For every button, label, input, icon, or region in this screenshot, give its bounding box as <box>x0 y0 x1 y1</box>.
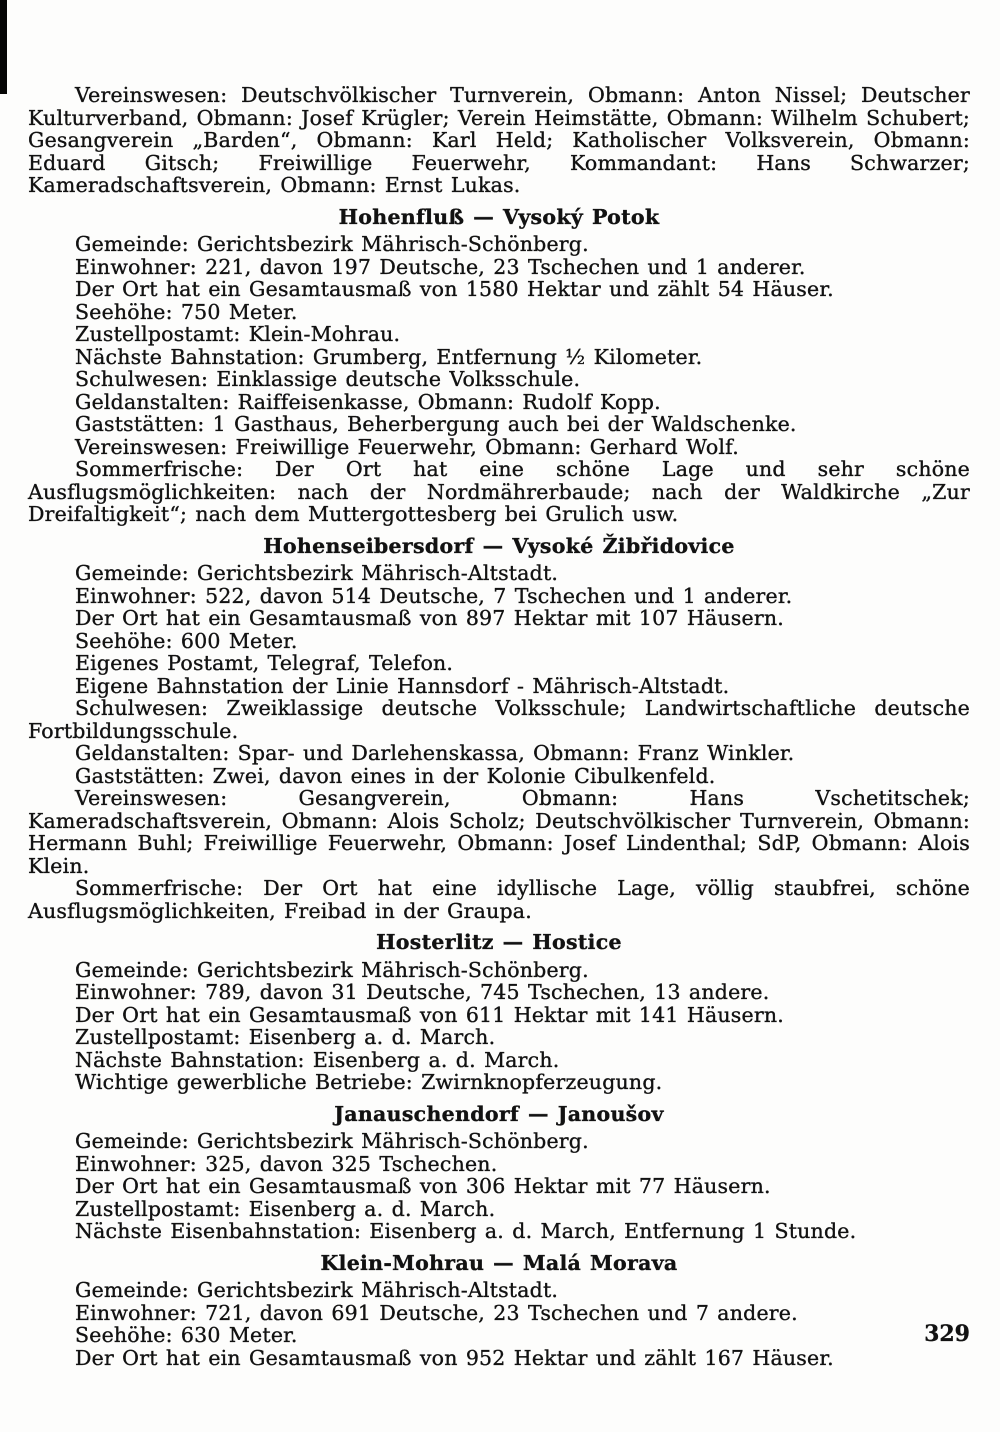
entry-gesamtausmass: Der Ort hat ein Gesamtausmaß von 611 Hektar mit 141 Häusern. <box>75 1002 784 1027</box>
entry-gesamtausmass: Der Ort hat ein Gesamtausmaß von 1580 Hektar und zählt 54 Häuser. <box>75 277 834 301</box>
section-heading-hohenfluss: Hohenfluß — Vysoký Potok <box>338 204 660 229</box>
page-number: 329 <box>924 1321 970 1347</box>
entry-einwohner: Einwohner: 325, davon 325 Tschechen. <box>75 1151 498 1176</box>
entry-sommerfrische: Sommerfrische: Der Ort hat eine idyllische Lage, völlig staubfrei, schöne Ausflugsmöglichkeiten, Freibad in der Graupa. <box>28 876 970 923</box>
entry-geldanstalten: Geldanstalten: Spar- und Darlehenskassa, Obmann: Franz Winkler. <box>75 741 795 765</box>
entry-zustellpostamt: Zustellpostamt: Eisenberg a. d. March. <box>75 1025 496 1049</box>
entry-gesamtausmass: Der Ort hat ein Gesamtausmaß von 897 Hektar mit 107 Häusern. <box>75 606 784 630</box>
section-heading-janauschendorf: Janauschendorf — Janoušov <box>334 1101 664 1126</box>
entry-bahnstation: Nächste Bahnstation: Grumberg, Entfernung ½ Kilometer. <box>75 344 703 369</box>
entry-schulwesen: Schulwesen: Zweiklassige deutsche Volksschule; Landwirtschaftliche deutsche Fortbildungsschule. <box>28 696 970 743</box>
entry-geldanstalten: Geldanstalten: Raiffeisenkasse, Obmann: Rudolf Kopp. <box>75 389 661 414</box>
entry-gemeinde: Gemeinde: Gerichtsbezirk Mährisch-Schönberg. <box>75 1129 589 1153</box>
entry-gemeinde: Gemeinde: Gerichtsbezirk Mährisch-Schönberg. <box>75 957 589 982</box>
entry-einwohner: Einwohner: 789, davon 31 Deutsche, 745 Tschechen, 13 andere. <box>75 980 770 1004</box>
entry-sommerfrische: Sommerfrische: Der Ort hat eine schöne Lage und sehr schöne Ausflugsmöglichkeiten: nach der Nordmährerbaude; nach der Waldkirche „Zur Dreifaltigkeit“; nach dem Muttergottesberg bei Grulich usw. <box>28 457 970 526</box>
entry-seehoehe: Seehöhe: 630 Meter. <box>75 1323 298 1347</box>
entry-bahnstation: Nächste Bahnstation: Eisenberg a. d. March. <box>75 1047 560 1072</box>
intro-paragraph: Vereinswesen: Deutschvölkischer Turnverein, Obmann: Anton Nissel; Deutscher Kulturverband, Obmann: Josef Krügler; Verein Heimstätte, Obmann: Wilhelm Schubert; Gesangverein „Barden“, Obmann: Karl Held; Katholischer Volksverein, Obmann: Eduard Gitsch; Freiwillige Feuerwehr, Kommandant: Hans Schwarzer; Kameradschaftsverein, Obmann: Ernst Lukas. <box>28 83 970 197</box>
section-heading-hosterlitz: Hosterlitz — Hostice <box>376 930 622 954</box>
entry-einwohner: Einwohner: 522, davon 514 Deutsche, 7 Tschechen und 1 anderer. <box>75 583 793 608</box>
entry-betriebe: Wichtige gewerbliche Betriebe: Zwirnknopferzeugung. <box>75 1070 663 1094</box>
entry-gemeinde: Gemeinde: Gerichtsbezirk Mährisch-Altstadt. <box>75 561 559 585</box>
section-heading-klein-mohrau: Klein-Mohrau — Malá Morava <box>320 1250 678 1275</box>
entry-gesamtausmass: Der Ort hat ein Gesamtausmaß von 306 Hektar mit 77 Häusern. <box>75 1174 771 1198</box>
entry-seehoehe: Seehöhe: 600 Meter. <box>75 628 298 653</box>
entry-postamt: Eigenes Postamt, Telegraf, Telefon. <box>75 651 454 675</box>
entry-gaststaetten: Gaststätten: Zwei, davon eines in der Kolonie Cibulkenfeld. <box>75 763 716 788</box>
entry-seehoehe: Seehöhe: 750 Meter. <box>75 299 298 324</box>
entry-vereinswesen: Vereinswesen: Gesangverein, Obmann: Hans Vschetitschek; Kameradschaftsverein, Obmann: Alois Scholz; Deutschvölkischer Turnverein, Obmann: Hermann Buhl; Freiwillige Feuerwehr, Obmann: Josef Lindenthal; SdP, Obmann: Alois Klein. <box>28 786 970 878</box>
entry-bahnstation: Eigene Bahnstation der Linie Hannsdorf - Mährisch-Altstadt. <box>75 673 730 698</box>
entry-schulwesen: Schulwesen: Einklassige deutsche Volksschule. <box>75 367 581 391</box>
section-heading-hohenseibersdorf: Hohenseibersdorf — Vysoké Žibřidovice <box>263 533 735 558</box>
entry-gemeinde: Gemeinde: Gerichtsbezirk Mährisch-Altstadt. <box>75 1278 559 1302</box>
entry-eisenbahnstation: Nächste Eisenbahnstation: Eisenberg a. d. March, Entfernung 1 Stunde. <box>75 1219 857 1243</box>
entry-einwohner: Einwohner: 721, davon 691 Deutsche, 23 Tschechen und 7 andere. <box>75 1300 798 1325</box>
scan-artifact-bar <box>0 0 7 94</box>
entry-zustellpostamt: Zustellpostamt: Eisenberg a. d. March. <box>75 1196 496 1221</box>
text-column <box>28 84 970 1369</box>
entry-zustellpostamt: Zustellpostamt: Klein-Mohrau. <box>75 322 401 346</box>
entry-gesamtausmass: Der Ort hat ein Gesamtausmaß von 952 Hektar und zählt 167 Häuser. <box>75 1345 834 1370</box>
entry-gemeinde: Gemeinde: Gerichtsbezirk Mährisch-Schönberg. <box>75 232 589 256</box>
entry-vereinswesen: Vereinswesen: Freiwillige Feuerwehr, Obmann: Gerhard Wolf. <box>75 434 739 459</box>
entry-gaststaetten: Gaststätten: 1 Gasthaus, Beherbergung auch bei der Waldschenke. <box>75 412 797 436</box>
entry-einwohner: Einwohner: 221, davon 197 Deutsche, 23 Tschechen und 1 anderer. <box>75 254 806 279</box>
